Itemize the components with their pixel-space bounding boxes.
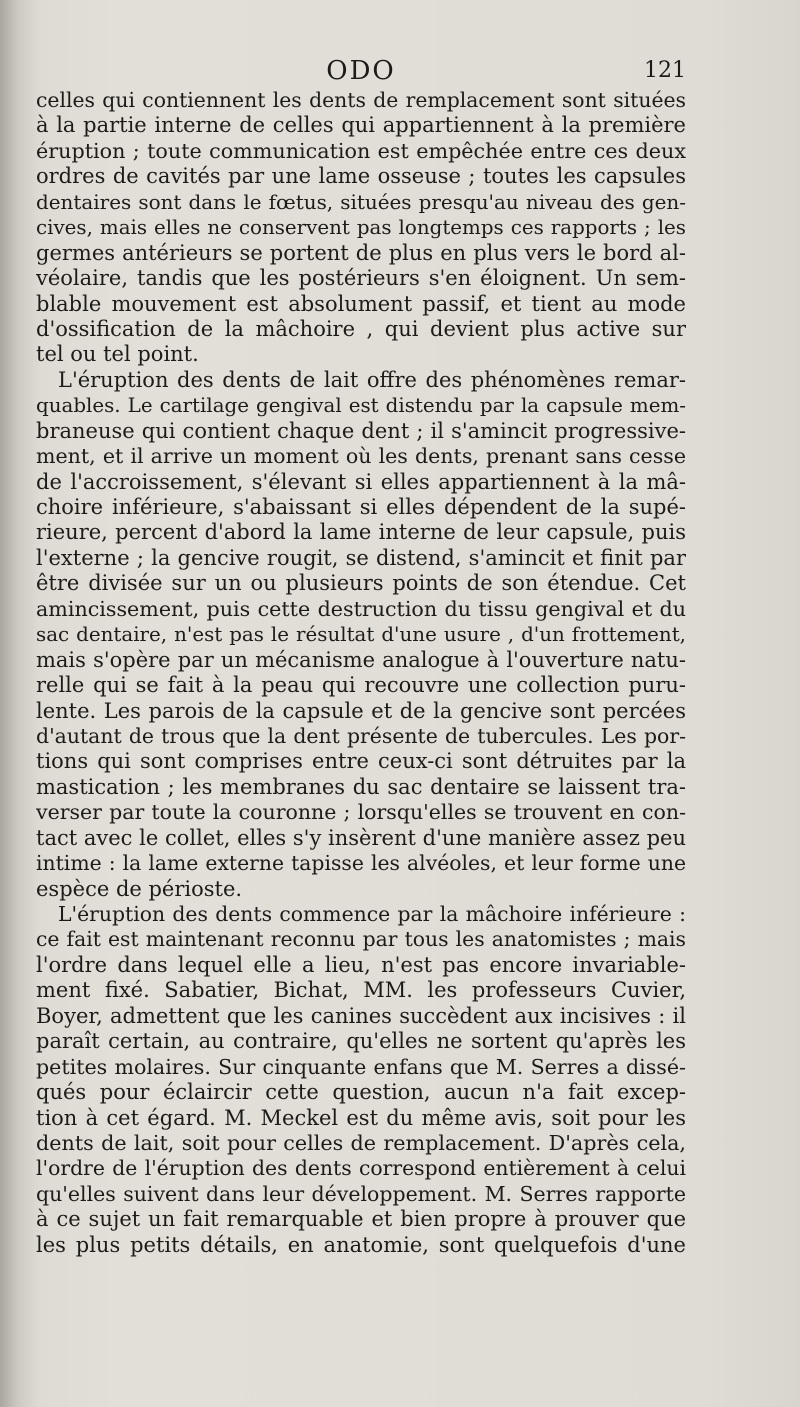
text-line: l'ordre dans lequel elle a lieu, n'est pas encore invariable- xyxy=(36,952,686,977)
text-line: paraît certain, au contraire, qu'elles ne sortent qu'après les xyxy=(36,1029,686,1054)
text-line: relle qui se fait à la peau qui recouvre une collection puru- xyxy=(36,673,686,698)
text-line: quables. Le cartilage gengival est distendu par la capsule mem- xyxy=(36,394,686,418)
text-line: qu'elles suivent dans leur développement. M. Serres rapporte xyxy=(36,1181,686,1206)
text-line: d'ossification de la mâchoire , qui devient plus active sur xyxy=(36,316,686,341)
text-line: germes antérieurs se portent de plus en plus vers le bord al- xyxy=(36,240,686,265)
text-line: L'éruption des dents de lait offre des phénomènes remar- xyxy=(58,367,686,392)
text-line: véolaire, tandis que les postérieurs s'en éloignent. Un sem- xyxy=(36,266,686,291)
text-line: mais s'opère par un mécanisme analogue à l'ouverture natu- xyxy=(36,647,686,672)
text-line: tion à cet égard. M. Meckel est du même avis, soit pour les xyxy=(36,1105,686,1130)
running-title: ODO xyxy=(326,56,396,86)
text-line: ment, et il arrive un moment où les dents, prenant sans cesse xyxy=(36,444,686,469)
text-line: L'éruption des dents commence par la mâchoire inférieure : xyxy=(58,902,686,926)
text-line: dentaires sont dans le fœtus, situées presqu'au niveau des gen- xyxy=(36,189,686,214)
text-line: intime : la lame externe tapisse les alvéoles, et leur forme une xyxy=(36,851,686,876)
page-number: 121 xyxy=(644,58,686,83)
text-line: qués pour éclaircir cette question, aucun n'a fait excep- xyxy=(36,1080,686,1105)
text-line: être divisée sur un ou plusieurs points de son étendue. Cet xyxy=(36,571,686,596)
text-line: lente. Les parois de la capsule et de la gencive sont percées xyxy=(36,698,686,723)
body-text xyxy=(36,88,686,1258)
text-line: celles qui contiennent les dents de remplacement sont situées xyxy=(36,88,686,112)
text-line: choire inférieure, s'abaissant si elles dépendent de la supé- xyxy=(36,495,686,519)
text-line: à la partie interne de celles qui appartiennent à la première xyxy=(36,113,686,138)
text-line: blable mouvement est absolument passif, et tient au mode xyxy=(36,291,686,316)
text-line: l'ordre de l'éruption des dents correspond entièrement à celui xyxy=(36,1156,686,1181)
text-line: de l'accroissement, s'élevant si elles appartiennent à la mâ- xyxy=(36,469,686,494)
text-line: ment fixé. Sabatier, Bichat, MM. les professeurs Cuvier, xyxy=(36,978,686,1003)
text-line: rieure, percent d'abord la lame interne de leur capsule, puis xyxy=(36,520,686,545)
text-line: à ce sujet un fait remarquable et bien propre à prouver que xyxy=(36,1207,686,1232)
text-line: tel ou tel point. xyxy=(36,342,199,367)
text-line: verser par toute la couronne ; lorsqu'elles se trouvent en con- xyxy=(36,800,686,825)
text-line: ordres de cavités par une lame osseuse ; toutes les capsules xyxy=(36,164,686,189)
running-header xyxy=(36,56,686,90)
text-line: d'autant de trous que la dent présente de tubercules. Les por- xyxy=(36,723,686,748)
text-line: éruption ; toute communication est empêchée entre ces deux xyxy=(36,138,686,163)
text-line: ce fait est maintenant reconnu par tous les anatomistes ; mais xyxy=(36,927,686,952)
text-line: mastication ; les membranes du sac dentaire se laissent tra- xyxy=(36,774,686,799)
text-line: sac dentaire, n'est pas le résultat d'une usure , d'un frottement, xyxy=(36,623,686,647)
text-line: braneuse qui contient chaque dent ; il s'amincit progressive- xyxy=(36,418,686,443)
text-line: petites molaires. Sur cinquante enfans que M. Serres a dissé- xyxy=(36,1054,686,1079)
text-line: les plus petits détails, en anatomie, sont quelquefois d'une xyxy=(36,1232,686,1257)
text-line: espèce de périoste. xyxy=(36,876,243,901)
text-line: tions qui sont comprises entre ceux-ci sont détruites par la xyxy=(36,749,686,774)
text-line: tact avec le collet, elles s'y insèrent d'une manière assez peu xyxy=(36,825,686,850)
text-line: l'externe ; la gencive rougit, se distend, s'amincit et finit par xyxy=(36,545,686,570)
text-line: Boyer, admettent que les canines succèdent aux incisives : il xyxy=(36,1003,686,1028)
text-line: cives, mais elles ne conservent pas longtemps ces rapports ; les xyxy=(36,216,686,240)
text-line: dents de lait, soit pour celles de remplacement. D'après cela, xyxy=(36,1130,686,1155)
text-line: amincissement, puis cette destruction du tissu gengival et du xyxy=(36,596,686,621)
